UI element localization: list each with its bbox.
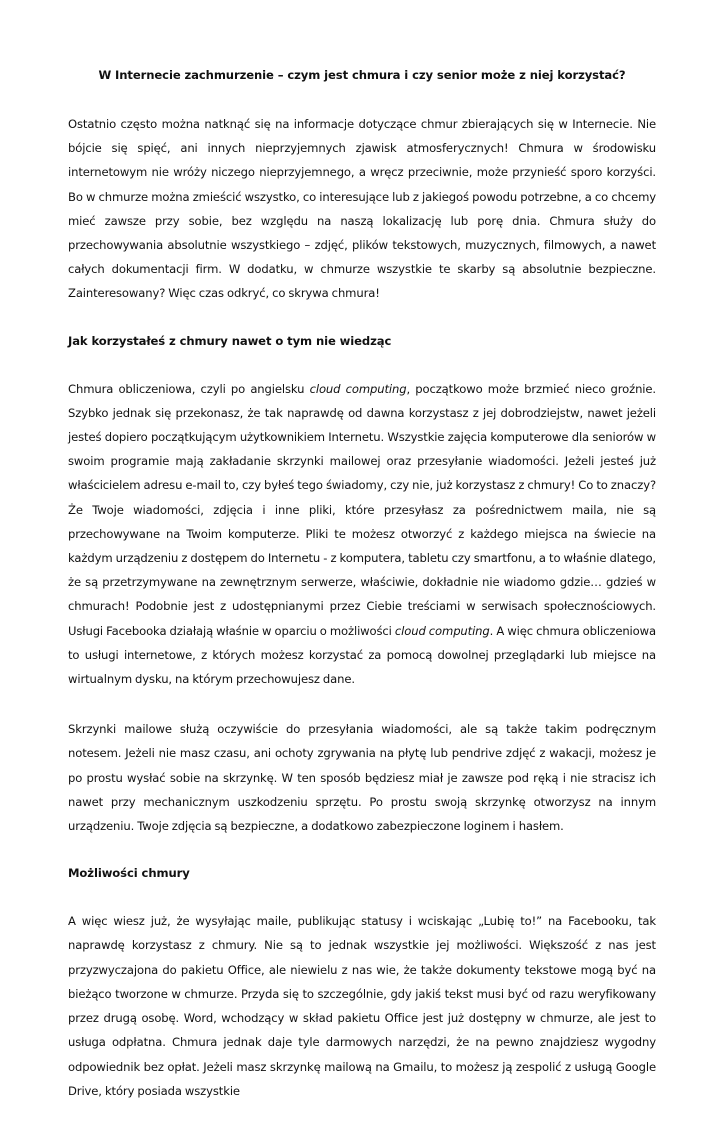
section-heading-cloud-possibilities: Możliwości chmury — [68, 866, 190, 881]
text-run: , początkowo może brzmieć nieco groźnie. Szybko jednak się przekonasz, że tak naprawdę od dawna korzystasz z jej dobrodziejstw, nawet jeżeli jesteś dopiero początkującym użytkownikiem Internetu. Wszystkie zajęcia komputerowe dla seniorów w swoim programie mają zakładanie skrzynki mailowej oraz przesyłanie wiadomości. Jeżeli jesteś już właścicielem adresu e-mail to, czy byłeś tego świadomy, czy nie, już korzystasz z chmury! Co to znaczy? Że Twoje wiadomości, zdjęcia i inne pliki, które przesyłasz za pośrednictwem maila, nie są przechowywane na Twoim komputerze. Pliki te możesz otworzyć z każdego miejsca na świecie na każdym urządzeniu z dostępem do Internetu - z komputera, tabletu czy smartfonu, a to właśnie dlatego, że są przetrzymywane na zewnętrznym serwerze, właściwie, dokładnie nie wiadomo gdzie… gdzieś w chmurach! Podobnie jest z udostępnianymi przez Ciebie treściami w serwisach społecznościowych. Usługi Facebooka działają właśnie w oparciu o możliwości — [68, 381, 656, 638]
possibilities-paragraph: A więc wiesz już, że wysyłając maile, publikując statusy i wciskając „Lubię to!” na Facebooku, tak naprawdę korzystasz z chmury. Nie są to jednak wszystkie jej możliwości. Większość z nas jest przyzwyczajona do pakietu Office, ale niewielu z nas wie, że także dokumenty tekstowe mogą być na bieżąco tworzone w chmurze. Przyda się to szczególnie, gdy jakiś tekst musi być od razu weryfikowany przez drugą osobę. Word, wchodzący w skład pakietu Office jest już dostępny w chmurze, ale jest to usługa odpłatna. Chmura jednak daje tyle darmowych narzędzi, że na pewno znajdziesz wygodny odpowiednik bez opłat. Jeżeli masz skrzynkę mailową na Gmailu, to możesz ją zespolić z usługą Google Drive, który posiada wszystkie — [68, 914, 656, 1098]
document-page — [68, 66, 656, 1129]
cloud-computing-paragraph — [68, 377, 656, 692]
document-title: W Internecie zachmurzenie – czym jest chmura i czy senior może z niej korzystać? — [98, 68, 626, 82]
intro-paragraph: Ostatnio często można natknąć się na informacje dotyczące chmur zbierających się w Internecie. Nie bójcie się spięć, ani innych nieprzyjemnych zjawisk atmosferycznych! Chmura w środowisku internetowym nie wróży niczego nieprzyjemnego, a wręcz przeciwnie, może przynieść sporo korzyści. Bo w chmurze można zmieścić wszystko, co interesujące lub z jakiegoś powodu potrzebne, a co chcemy mieć zawsze przy sobie, bez względu na naszą lokalizację lub porę dnia. Chmura służy do przechowywania absolutnie wszystkiego – zdjęć, plików tekstowych, muzycznych, filmowych, a nawet całych dokumentacji firm. W dodatku, w chmurze wszystkie te skarby są absolutnie bezpieczne. Zainteresowany? Więc czas odkryć, co skrywa chmura! — [68, 117, 656, 301]
text-run: Chmura obliczeniowa, czyli po angielsku — [68, 381, 310, 396]
section-heading-cloud-usage: Jak korzystałeś z chmury nawet o tym nie wiedząc — [68, 333, 392, 348]
italic-term: cloud computing — [309, 381, 407, 396]
mailbox-paragraph: Skrzynki mailowe służą oczywiście do przesyłania wiadomości, ale są także takim podręcznym notesem. Jeżeli nie masz czasu, ani ochoty zgrywania na płytę lub pendrive zdjęć z wakacji, możesz je po prostu wysłać sobie na skrzynkę. W ten sposób będziesz miał je zawsze pod ręką i nie stracisz ich nawet przy mechanicznym uszkodzeniu sprzętu. Po prostu swoją skrzynkę otworzysz na innym urządzeniu. Twoje zdjęcia są bezpieczne, a dodatkowo zabezpieczone loginem i hasłem. — [68, 722, 656, 834]
italic-term: cloud computing — [394, 623, 490, 638]
text-run: . A więc chmura obliczeniowa to usługi internetowe, z których możesz korzystać za pomocą dowolnej przeglądarki lub miejsce na wirtualnym dysku, na którym przechowujesz dane. — [68, 623, 656, 687]
